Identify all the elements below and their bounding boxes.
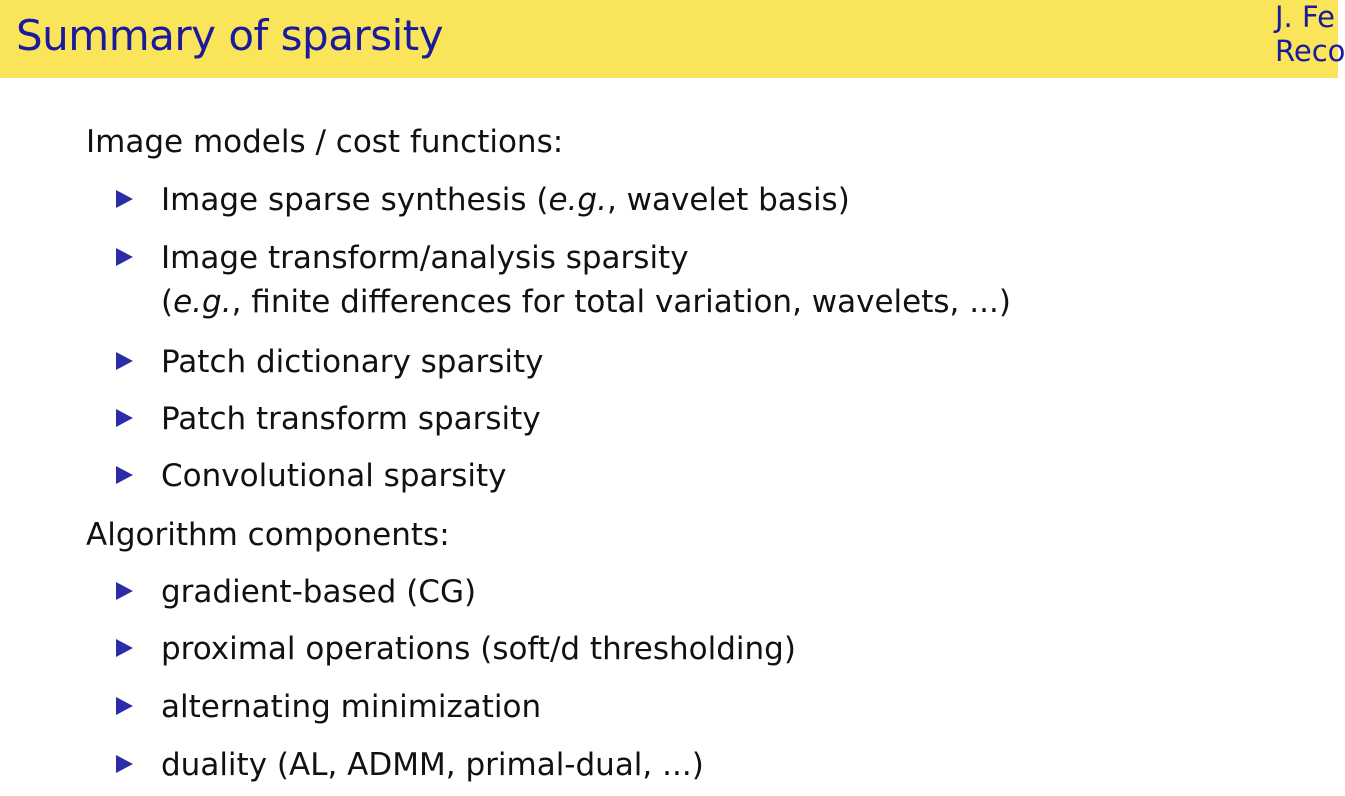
- list-item-text: proximal operations (soft/d thresholding): [161, 631, 796, 667]
- section-heading-algorithm-components: Algorithm components:: [86, 517, 450, 553]
- triangle-right-icon: [116, 582, 133, 600]
- list-item-text: Patch transform sparsity: [161, 401, 541, 437]
- triangle-right-icon: [116, 190, 133, 208]
- section-heading-image-models: Image models / cost functions:: [86, 124, 564, 160]
- triangle-right-icon: [116, 248, 133, 266]
- triangle-right-icon: [116, 409, 133, 427]
- header-subtitle: Reco: [1275, 34, 1345, 68]
- list-item-text: alternating minimization: [161, 689, 542, 725]
- slide-title: Summary of sparsity: [16, 11, 444, 60]
- triangle-right-icon: [116, 639, 133, 657]
- list-item-text: Image sparse synthesis (: [161, 182, 549, 218]
- triangle-right-icon: [116, 755, 133, 773]
- list-item-text: gradient-based (CG): [161, 574, 477, 610]
- triangle-right-icon: [116, 352, 133, 370]
- list-item-text: , wavelet basis): [606, 182, 850, 218]
- triangle-right-icon: [116, 697, 133, 715]
- list-item-emphasis: e.g.: [548, 182, 607, 218]
- list-item-text: Convolutional sparsity: [161, 458, 507, 494]
- list-item-text: Patch dictionary sparsity: [161, 344, 544, 380]
- list-item-continuation: (e.g., finite differences for total variation, wavelets, ...): [161, 284, 1011, 320]
- list-item-emphasis: e.g.: [173, 284, 232, 320]
- header-bar: [0, 0, 1345, 78]
- list-item-text: Image transform/analysis sparsity: [161, 240, 689, 276]
- header-author-info: [1275, 0, 1345, 68]
- triangle-right-icon: [116, 466, 133, 484]
- header-author: J. Fe: [1275, 0, 1335, 34]
- list-item-text: duality (AL, ADMM, primal-dual, ...): [161, 747, 704, 783]
